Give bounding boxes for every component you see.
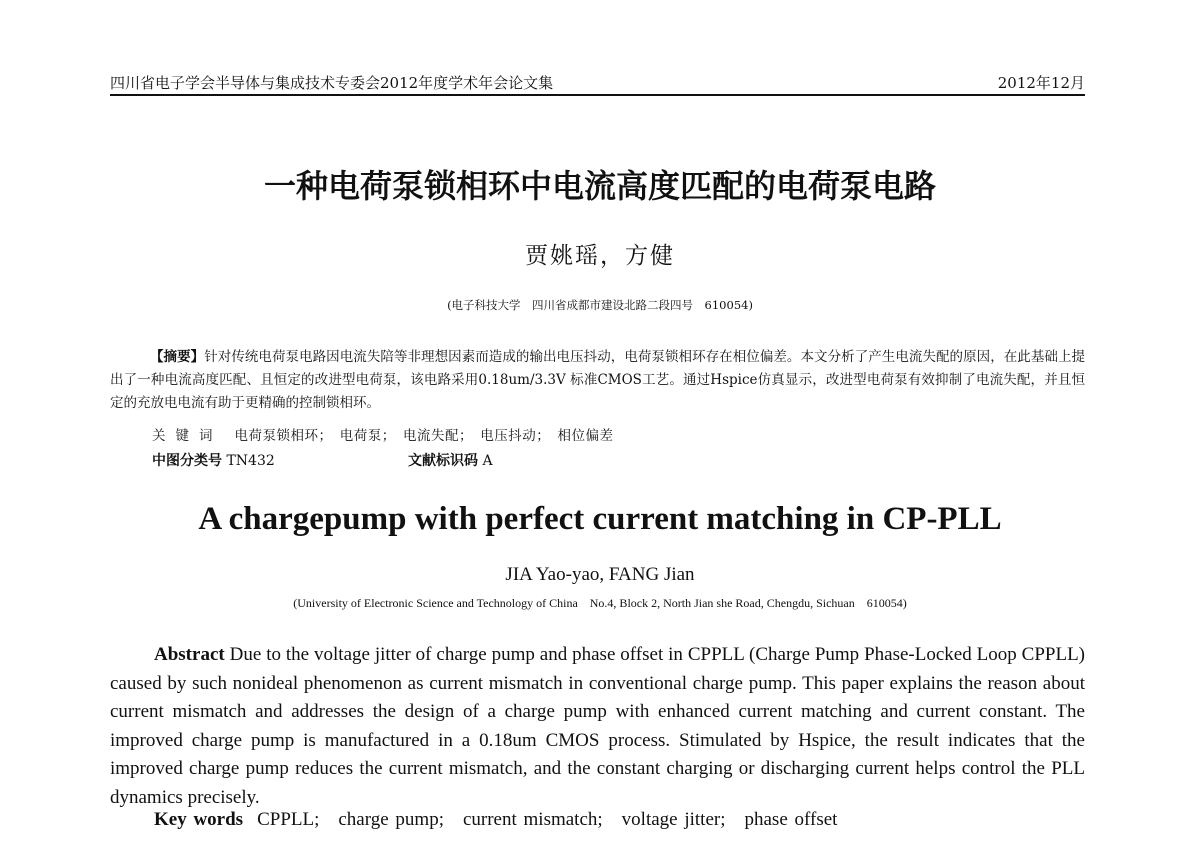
journal-title: 四川省电子学会半导体与集成技术专委会2012年度学术年会论文集 bbox=[110, 74, 554, 92]
keywords-english bbox=[154, 808, 837, 832]
authors-chinese: 贾姚瑶，方健 bbox=[525, 243, 675, 269]
keywords-chinese-text: 电荷泵锁相环； 电荷泵； 电流失配； 电压抖动； 相位偏差 bbox=[234, 428, 614, 444]
document-code-value: A bbox=[482, 453, 493, 469]
clc-value: TN432 bbox=[226, 453, 275, 469]
abstract-chinese-text: 针对传统电荷泵电路因电流失陪等非理想因素而造成的输出电压抖动，电荷泵锁相环存在相位偏差。本文分析了产生电流失配的原因，在此基础上提出了一种电流高度匹配、且恒定的改进型电荷泵，该电路采用0.18um/3.3V 标准CMOS工艺。通过Hspice仿真显示，改进型电荷泵有效抑制了电流失配，并且恒定的充放电电流有助于更精确的控制锁相环。 bbox=[110, 349, 1086, 411]
keywords-english-text: CPPLL; charge pump; current mismatch; voltage jitter; phase offset bbox=[257, 809, 838, 830]
abstract-english bbox=[110, 641, 1085, 813]
abstract-english-text: Due to the voltage jitter of charge pump and phase offset in CPPLL (Charge Pump Phase-Locked Loop CPPLL) caused by such nonideal phenomenon as current mismatch in conventional charge pump. This paper explains the reason about current mismatch and addresses the design of a charge pump with enhanced current matching and current constant. The improved charge pump is manufactured in a 0.18um CMOS process. Stimulated by Hspice, the result indicates that the improved charge pump reduces the current mismatch, and the constant charging or discharging current helps control the PLL dynamics precisely. bbox=[110, 644, 1085, 808]
abstract-chinese bbox=[110, 346, 1085, 415]
abstract-english-label: Abstract bbox=[154, 644, 225, 665]
paper-title-chinese: 一种电荷泵锁相环中电流高度匹配的电荷泵电路 bbox=[263, 167, 936, 205]
abstract-chinese-label: 【摘要】 bbox=[150, 349, 205, 365]
authors-english: JIA Yao-yao, FANG Jian bbox=[505, 564, 695, 585]
issue-date: 2012年12月 bbox=[997, 74, 1085, 92]
running-header bbox=[110, 74, 1085, 96]
keywords-chinese-label: 关键词 bbox=[152, 428, 223, 444]
classification-codes bbox=[152, 452, 664, 470]
paper-title-english: A chargepump with perfect current matching in CP-PLL bbox=[198, 501, 1002, 537]
clc-label: 中图分类号 bbox=[152, 453, 222, 469]
keywords-english-label: Key words bbox=[154, 809, 244, 830]
document-code-label: 文献标识码 bbox=[408, 453, 478, 469]
keywords-chinese bbox=[152, 427, 614, 445]
affiliation-chinese: (电子科技大学 四川省成都市建设北路二段四号 610054) bbox=[447, 298, 753, 312]
affiliation-english: (University of Electronic Science and Technology of China No.4, Block 2, North Jian she Road, Chengdu, Sichuan 610054) bbox=[293, 596, 907, 610]
